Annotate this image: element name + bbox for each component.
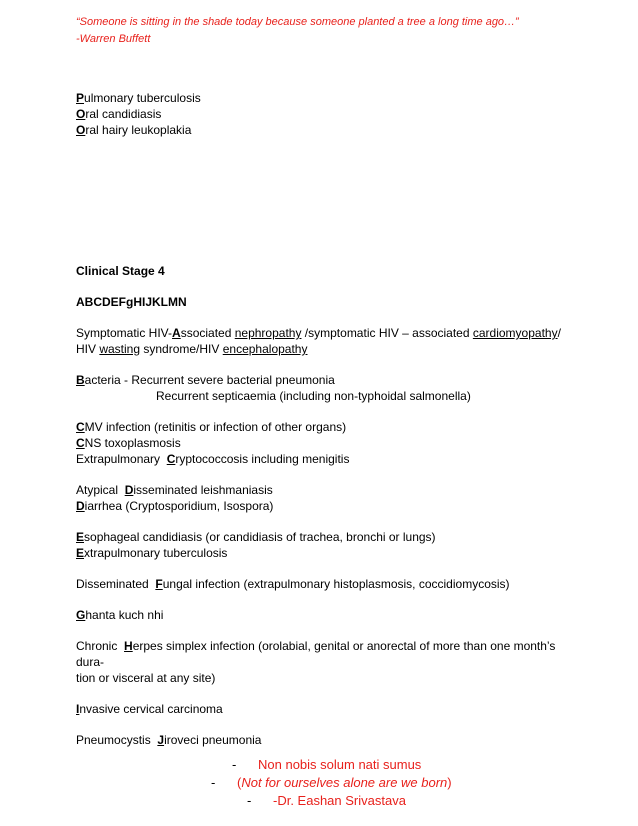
text: Extrapulmonary xyxy=(76,452,167,466)
text: /symptomatic HIV – associated xyxy=(301,326,473,340)
text: Symptomatic HIV- xyxy=(76,326,173,340)
text: MV infection (retinitis or infection of other organs) xyxy=(84,420,347,434)
text: iarrhea (Cryptosporidium, Isospora) xyxy=(84,499,274,513)
text: ryptococcosis including menigitis xyxy=(175,452,350,466)
item-a-line1 xyxy=(76,326,561,340)
mnemonic-letter: B xyxy=(76,373,85,387)
dash: - xyxy=(247,793,252,808)
wasting-term: wasting xyxy=(99,342,141,356)
item-e-extra xyxy=(76,546,227,560)
footer-line3 xyxy=(247,793,406,808)
footer-translation: Not for ourselves alone are we born xyxy=(241,775,448,790)
text: Chronic xyxy=(76,639,125,653)
mnemonic-letter: A xyxy=(172,326,181,340)
paren-open: ( xyxy=(237,775,242,790)
text: nvasive cervical carcinoma xyxy=(79,702,223,716)
item-b-line2: Recurrent septicaemia (including non-typhoidal salmonella) xyxy=(156,389,471,403)
item-j xyxy=(76,733,261,747)
text: syndrome/HIV xyxy=(140,342,223,356)
item-c-cmv xyxy=(76,420,346,434)
mnemonic-letter: C xyxy=(76,420,85,434)
mnemonic-letter: H xyxy=(124,639,133,653)
item-h-line3: tion or visceral at any site) xyxy=(76,671,216,685)
mnemonic-letter: O xyxy=(76,123,86,137)
encephalopathy-term: encephalopathy xyxy=(222,342,308,356)
item-text: ulmonary tuberculosis xyxy=(84,91,201,105)
text: xtrapulmonary tuberculosis xyxy=(84,546,228,560)
dash: - xyxy=(232,757,237,772)
item-i xyxy=(76,702,223,716)
mnemonic-letter: D xyxy=(76,499,85,513)
text: / xyxy=(557,326,561,340)
item-text: ral hairy leukoplakia xyxy=(85,123,192,137)
cardiomyopathy-term: cardiomyopathy xyxy=(472,326,558,340)
footer-author: -Dr. Eashan Srivastava xyxy=(273,793,406,808)
list-item xyxy=(76,107,161,121)
item-g xyxy=(76,608,163,622)
section-title: Clinical Stage 4 xyxy=(76,264,165,278)
mnemonic-letter: E xyxy=(76,546,85,560)
text: ssociated xyxy=(180,326,235,340)
dash: - xyxy=(211,775,216,790)
item-b-line1 xyxy=(76,373,335,387)
text: Disseminated xyxy=(76,577,156,591)
text: acteria - Recurrent severe bacterial pneumonia xyxy=(84,373,335,387)
item-c-crypto xyxy=(76,452,349,466)
list-item xyxy=(76,123,191,137)
item-h-line2: dura- xyxy=(76,655,105,669)
text: ungal infection (extrapulmonary histoplasmosis, coccidiomycosis) xyxy=(162,577,510,591)
footer-line2 xyxy=(211,775,452,790)
quote-author: -Warren Buffett xyxy=(76,33,151,45)
text: isseminated leishmaniasis xyxy=(133,483,273,497)
mnemonic-letter: O xyxy=(76,107,86,121)
mnemonic-letter: G xyxy=(76,608,86,622)
text: NS toxoplasmosis xyxy=(84,436,181,450)
nephropathy-term: nephropathy xyxy=(234,326,302,340)
quote-text: “Someone is sitting in the shade today because someone planted a tree a long time ago…” xyxy=(76,16,519,28)
item-text: ral candidiasis xyxy=(85,107,162,121)
text: sophageal candidiasis (or candidiasis of trachea, bronchi or lungs) xyxy=(84,530,436,544)
text: hanta kuch nhi xyxy=(85,608,164,622)
mnemonic-letter: C xyxy=(76,436,85,450)
item-d-leish xyxy=(76,483,273,497)
mnemonic-letter: I xyxy=(76,702,80,716)
text: HIV xyxy=(76,342,100,356)
mnemonic-letter: C xyxy=(166,452,176,466)
text: iroveci pneumonia xyxy=(164,733,262,747)
text: Pneumocystis xyxy=(76,733,158,747)
mnemonic-letter: F xyxy=(155,577,163,591)
item-e-eso xyxy=(76,530,436,544)
mnemonic-letter: D xyxy=(124,483,134,497)
text: Atypical xyxy=(76,483,125,497)
item-c-cns xyxy=(76,436,181,450)
list-item xyxy=(76,91,201,105)
paren-close: ) xyxy=(447,775,452,790)
item-a-line2 xyxy=(76,342,307,356)
mnemonic-letter: J xyxy=(157,733,165,747)
mnemonic: ABCDEFgHIJKLMN xyxy=(76,295,187,309)
mnemonic-letter: E xyxy=(76,530,85,544)
footer-line1 xyxy=(232,757,421,772)
item-d-diarrhea xyxy=(76,499,273,513)
footer-motto: Non nobis solum nati sumus xyxy=(258,757,422,772)
mnemonic-letter: P xyxy=(76,91,85,105)
text: erpes simplex infection (orolabial, genital or anorectal of more than one month’s xyxy=(132,639,556,653)
item-f xyxy=(76,577,510,591)
item-h-line1 xyxy=(76,639,555,653)
